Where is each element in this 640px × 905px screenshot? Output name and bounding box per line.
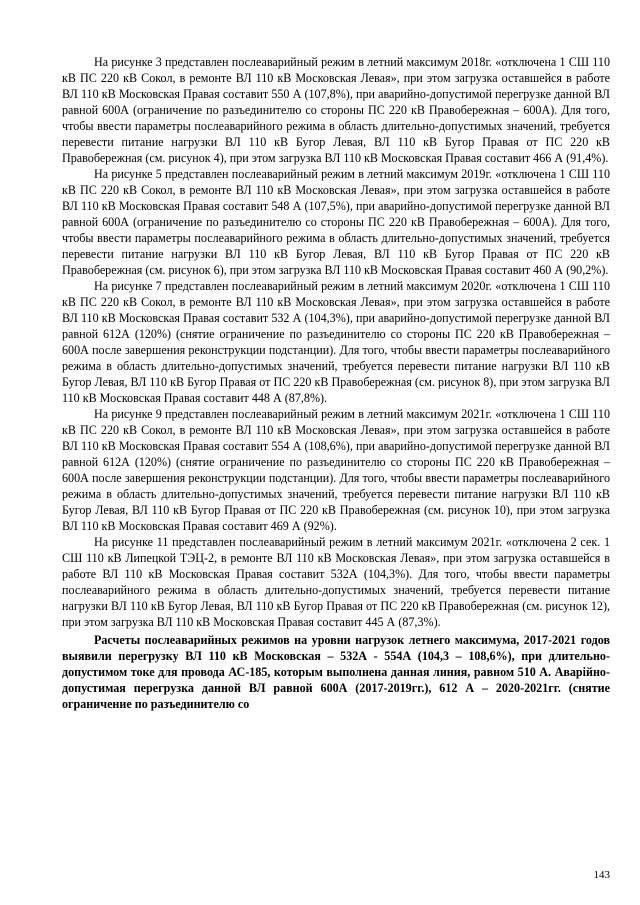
conclusion-paragraph: Расчеты послеаварийных режимов на уровни нагрузок летнего максимума, 2017-2021 годов выявили перегрузку ВЛ 110 кВ Московская – 532А - 554А (104,3 – 108,6%), при длительно-допустимом токе для провода АС-185, которым выполнена данная линия, равном 510 А. Аварiйно-допустимая перегрузка данной ВЛ равной 600А (2017-2019гг.), 612 А – 2020-2021гг. (снятие ограничение по разъединителю со [62,633,610,711]
page-number: 143 [593,869,610,881]
paragraph-figure-5: На рисунке 5 представлен послеаварийный режим в летний максимум 2019г. «отключена 1 СШ 110 кВ ПС 220 кВ Сокол, в ремонте ВЛ 110 кВ Московская Левая», при этом загрузка оставшейся в работе ВЛ 110 кВ Московская Правая составит 548 А (107,5%), при аварийно-допустимой перегрузке данной ВЛ равной 600А (ограничение по разъединителю со стороны ПС 220 кВ Правобережная – 600А). Для того, чтобы ввести параметры послеаварийного режима в область длительно-допустимых значений, требуется перевести питание нагрузки ВЛ 110 кВ Бугор Левая, ВЛ 110 кВ Бугор Правая от ПС 220 кВ Правобережная (см. рисунок 6), при этом загрузка ВЛ 110 кВ Московская Правая составит 460 А (90,2%). [62,167,610,277]
paragraph-figure-7: На рисунке 7 представлен послеаварийный режим в летний максимум 2020г. «отключена 1 СШ 110 кВ ПС 220 кВ Сокол, в ремонте ВЛ 110 кВ Московская Левая», при этом загрузка оставшейся в работе ВЛ 110 кВ Московская Правая составит 532 А (104,3%), при аварийно-допустимой перегрузке данной ВЛ равной 612А (120%) (снятие ограничение по разъединителю со стороны ПС 220 кВ Правобережная – 600А после завершения реконструкции подстанции). Для того, чтобы ввести параметры послеаварийного режима в область длительно-допустимых значений, требуется перевести питание нагрузки ВЛ 110 кВ Бугор Левая, ВЛ 110 кВ Бугор Правая от ПС 220 кВ Правобережная (см. рисунок 8), при этом загрузка ВЛ 110 кВ Московская Правая составит 448 А (87,8%). [62,279,610,405]
paragraph-figure-9: На рисунке 9 представлен послеаварийный режим в летний максимум 2021г. «отключена 1 СШ 110 кВ ПС 220 кВ Сокол, в ремонте ВЛ 110 кВ Московская Левая», при этом загрузка оставшейся в работе ВЛ 110 кВ Московская Правая составит 554 А (108,6%), при аварийно-допустимой перегрузке данной ВЛ равной 612А (120%) (снятие ограничение по разъединителю со стороны ПС 220 кВ Правобережная – 600А после завершения реконструкции подстанции). Для того, чтобы ввести параметры послеаварийного режима в область длительно-допустимых значений, требуется перевести питание нагрузки ВЛ 110 кВ Бугор Левая, ВЛ 110 кВ Бугор Правая от ПС 220 кВ Правобережная (см. рисунок 10), при этом загрузка ВЛ 110 кВ Московская Правая составит 469 А (92%). [62,407,610,533]
document-page [62,54,610,712]
paragraph-figure-3: На рисунке 3 представлен послеаварийный режим в летний максимум 2018г. «отключена 1 СШ 110 кВ ПС 220 кВ Сокол, в ремонте ВЛ 110 кВ Московская Левая», при этом загрузка оставшейся в работе ВЛ 110 кВ Московская Правая составит 550 А (107,8%), при аварийно-допустимой перегрузке данной ВЛ равной 600А (ограничение по разъединителю со стороны ПС 220 кВ Правобережная – 600А). Для того, чтобы ввести параметры послеаварийного режима в область длительно-допустимых значений, требуется перевести питание нагрузки ВЛ 110 кВ Бугор Левая, ВЛ 110 кВ Бугор Правая от ПС 220 кВ Правобережная (см. рисунок 4), при этом загрузка ВЛ 110 кВ Московская Правая составит 466 А (91,4%). [62,55,610,165]
paragraph-figure-11: На рисунке 11 представлен послеаварийный режим в летний максимум 2021г. «отключена 2 сек. 1 СШ 110 кВ Липецкой ТЭЦ-2, в ремонте ВЛ 110 кВ Московская Левая», при этом загрузка оставшейся в работе ВЛ 110 кВ Московская Правая составит 532А (104,3%). Для того, чтобы ввести параметры послеаварийного режима в область длительно-допустимых значений, требуется перевести питание нагрузки ВЛ 110 кВ Бугор Левая, ВЛ 110 кВ Бугор Правая от ПС 220 кВ Правобережная (см. рисунок 12), при этом загрузка ВЛ 110 кВ Московская Правая составит 445 А (87,3%). [62,535,610,629]
